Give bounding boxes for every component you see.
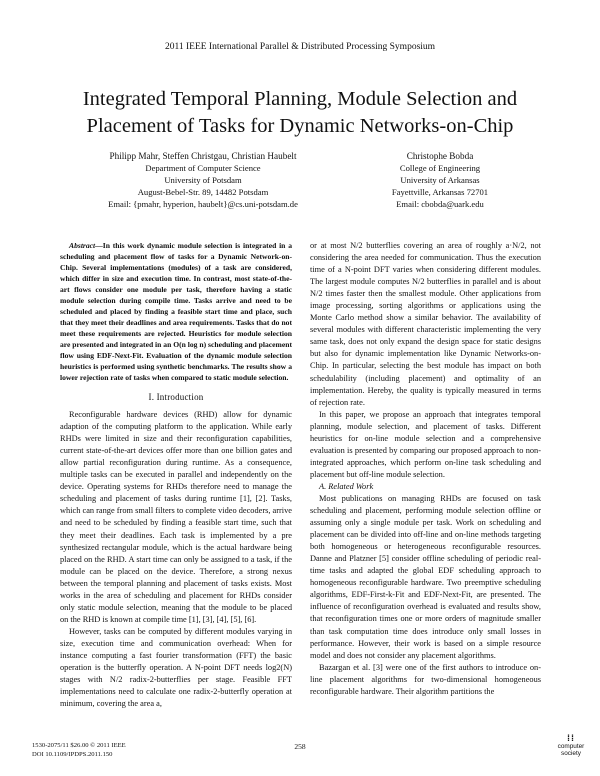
author-block-right [360,150,520,210]
left-column [60,240,292,710]
author-address-right: Fayettville, Arkansas 72701 [391,187,489,197]
title-line-2: Placement of Tasks for Dynamic Networks-on-Chip [86,115,514,137]
author-address-left: August-Bebel-Str. 89, 14482 Potsdam [137,187,269,197]
subsection-heading-related-work: A. Related Work [319,481,374,491]
author-college-right: College of Engineering [399,163,481,173]
paper-title [30,86,570,140]
computer-society-logo [548,734,594,757]
footer-issn: 1530-2075/11 $26.00 © 2011 IEEE [32,742,126,749]
abstract-label: Abstract [69,241,96,250]
title-line-1: Integrated Temporal Planning, Module Selection and [82,88,518,110]
intro-paragraph-2-continued: or at most N/2 butterflies covering an area of roughly a·N/2, not considering the area needed for communication. Thus the execution time of a N-point DFT varies when considering different modules. The largest module computes N/2 butterflies in parallel and is about N/2 times faster then the smallest module. Other applications from image processing, sorting algorithms or applications using the Monte Carlo method show a similar behavior. The availability of several modules with different characteristic implementing the very same task, does not only expand the design space for static designs but also for dynamic implementation like Dynamic Networks-on-Chip. In particular, selecting the best module has impact on both schedulability (including placement) and optimality of an implementation. Hereby, the quality is typically measured in terms of rejection rate. [310,241,541,407]
right-column [310,240,541,698]
author-univ-right: University of Arkansas [400,175,480,185]
author-univ-left: University of Potsdam [164,175,242,185]
logo-text-line-2: society [561,750,581,757]
logo-text-line-1: computer [557,743,585,750]
author-name-right: Christophe Bobda [406,151,474,161]
related-work-paragraph-2: Bazargan et al. [3] were one of the first authors to introduce on-line placement algorithms for two-dimensional homogeneous reconfigurable hardware. Their algorithm partitions the [310,662,541,696]
page-number: 258 [294,742,306,751]
author-names-left: Philipp Mahr, Steffen Christgau, Christian Haubelt [109,151,297,161]
author-email-right: Email: cbobda@uark.edu [396,199,484,209]
intro-paragraph-1: Reconfigurable hardware devices (RHD) allow for dynamic adaption of the computing platform to the application. While early RHDs were limited in size and their reconfiguration capabilities, current state-of-the-art devices offer more than one billion gates and allow partial reconfiguration during runtime. As a consequence, multiple tasks can be executed in parallel and independently on the device. Operating systems for RHDs therefore need to manage the scheduling and placement of tasks during runtime [1], [2]. Tasks, which can range from small filters to complete video decoders, arrive and need to be scheduled by finding a feasible start time, such that they meet their deadlines. Each task is implemented by a pre synthesized rectangular module, which is the actual hardware being placed on the RHD. A start time can only be assigned to a task, if the module can be placed on the device. Therefore, a strong nexus between the temporal planning and placement of tasks exists. Most works in the area of scheduling and placement for RHDs consider only static module selection, meaning that the module to be placed on the RHD is known at compile time [1], [3], [4], [5], [6]. [60,410,292,624]
footer-doi: DOI 10.1109/IPDPS.2011.150 [32,750,113,758]
author-block-left [58,150,348,210]
section-heading-introduction: I. Introduction [148,392,204,402]
intro-paragraph-2: However, tasks can be computed by different modules varying in size, execution time and communication overhead: When for instance computing a fast fourier transformation (FFT) the basic operation is the butterfly operation. A N-point DFT needs log2(N) stages with N/2 radix-2-butterflies per stage. Feasible FFT implementations need to calculate one radix-2-butterfly operation at minimum, covering the area a, [60,626,292,709]
related-work-paragraph-1: Most publications on managing RHDs are focused on task scheduling and placement, performing module selection offline or assuming only a single module per task. Work on scheduling and placement can be divided into off-line and on-line methods targeting both homogeneous or heterogeneous reconfigurable resources. Danne and Platzner [5] consider offline scheduling of periodic real-time tasks and adapted the global EDF scheduling approach to homogeneous reconfigurable hardware. Two preemptive scheduling algorithms, EDF-First-k-Fit and EDF-Next-Fit, are presented. The influence of reconfiguration overhead is evaluated and results show, that reconfiguration times one or more orders of magnitude smaller than task computation time does introduce only small losses in performance. However, their work is based on a simple resource model and does not consider any placement algorithms. [310,493,541,660]
conference-header: 2011 IEEE International Parallel & Distributed Processing Symposium [164,42,436,52]
intro-paragraph-3: In this paper, we propose an approach that integrates temporal planning, module selection, and placement of tasks. Different heuristics for on-line module selection and a comprehensive evaluation is presented by comparing our proposed approach to non-integrated approaches, which perform on-line task scheduling and placement but off-line module selection. [310,409,541,479]
abstract [60,240,292,383]
author-dept-left: Department of Computer Science [145,163,261,173]
abstract-text: —In this work dynamic module selection is integrated in a scheduling and placement flow of tasks for a Dynamic Network-on-Chip. Several implementations (modules) of a task are considered, which differ in size and execution time. In contrast, most state-of-the-art flows consider one module per task, therefore having a static module selection during compile time. Tasks arrive and need to be scheduled and placed by finding a feasible start time and place, such that they meet their deadlines and area requirements. Tasks that do not meet these requirements are rejected. Heuristics for module selection are presented and integrated in an O(n log n) scheduling and placement flow using EDF-Next-Fit. Evaluation of the dynamic module selection heuristics is performed using synthetic benchmarks. The results show a lower rejection rate of tasks when compared to static module selection. [60,241,292,382]
author-email-left: Email: {pmahr, hyperion, haubelt}@cs.uni-potsdam.de [108,199,298,209]
logo-mark-icon: ⁞⁞ [567,733,575,743]
